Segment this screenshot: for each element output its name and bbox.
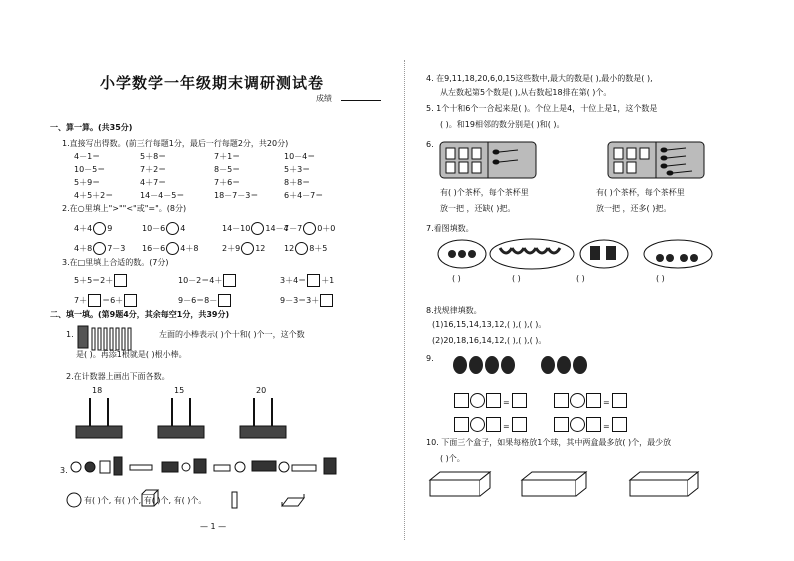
q3-answer-box[interactable]: [114, 274, 127, 287]
q1-equation: 8＋8＝: [284, 178, 311, 187]
q1-equation: 14－4－5＝: [140, 191, 185, 200]
q4-line2: 从左数起第5个数是( ),从右数起18排在第( )个。: [440, 88, 612, 97]
q7-prompt: 7.看图填数。: [426, 224, 474, 233]
q10-boxes-picture: [426, 468, 726, 500]
abacus[interactable]: [240, 398, 286, 440]
q2-right-expr: 7－3: [107, 244, 126, 253]
q9-equation: [554, 390, 627, 409]
score-label: 成绩: [316, 94, 332, 103]
q6-left-line2: 放一把 ，还缺( )把。: [440, 204, 516, 213]
q3-label: 3.: [60, 466, 68, 475]
q2-compare-item: [222, 222, 289, 235]
section1-heading: 一、算一算。(共35分): [50, 123, 133, 132]
q2-left-expr: 4＋4: [74, 224, 93, 233]
q3-answer-box[interactable]: [124, 294, 137, 307]
q2-right-expr: 8＋5: [309, 244, 328, 253]
cups-spoons-picture-left: [440, 142, 536, 178]
q3-answer-box[interactable]: [320, 294, 333, 307]
abacus-number: 20: [256, 386, 267, 395]
q3-fill-item: [280, 294, 334, 307]
q7-answer-blank[interactable]: ( ): [452, 274, 461, 283]
q3-answer-box[interactable]: [307, 274, 320, 287]
q2-prompt: 2.在○里填上">""<"或"="。(8分): [62, 204, 187, 213]
q6-left-line1: 有( )个茶杯，每个茶杯里: [440, 188, 529, 197]
q3-fill-item: [74, 274, 128, 287]
q8-line2: (2)20,18,16,14,12,( ),( ),( )。: [432, 336, 547, 345]
q2-right-expr: 4: [180, 224, 186, 233]
q1-equation: 7＋2＝: [140, 165, 167, 174]
q2-answer-circle[interactable]: [251, 222, 264, 235]
q2-compare-item: [142, 242, 198, 255]
q9-number-box[interactable]: [554, 417, 569, 432]
abacus-number: 18: [92, 386, 103, 395]
page-title: 小学数学一年级期末调研测试卷: [100, 74, 325, 92]
q7-answer-blank[interactable]: ( ): [656, 274, 665, 283]
q9-equals: =: [503, 422, 510, 431]
q7-groups-picture: [438, 238, 718, 270]
q9-result-box[interactable]: [612, 417, 627, 432]
q9-number-box[interactable]: [486, 417, 501, 432]
q1-equation: 5＋3＝: [284, 165, 311, 174]
q9-equals: =: [603, 398, 610, 407]
q10-line2: ( )个。: [440, 454, 465, 463]
q2-left-expr: 2＋9: [222, 244, 241, 253]
q1-equation: 7＋1＝: [214, 152, 241, 161]
q3-expr-before: 10－2＝4＋: [178, 276, 223, 285]
q2-right-expr: 14－4: [265, 224, 289, 233]
q2-left-expr: 12: [284, 244, 295, 253]
q3-expr-before: 9－3＝3＋: [280, 296, 320, 305]
q2-answer-circle[interactable]: [93, 222, 106, 235]
q2-right-expr: 0＋0: [317, 224, 336, 233]
q9-equation: [554, 414, 627, 433]
q9-operator-circle[interactable]: [570, 393, 585, 408]
q9-equals: =: [503, 398, 510, 407]
q9-number-box[interactable]: [586, 393, 601, 408]
q2-right-expr: 12: [255, 244, 266, 253]
q2-compare-item: [284, 242, 327, 255]
q3-fill-item: [280, 274, 334, 287]
q1-equation: 7＋6＝: [214, 178, 241, 187]
q1-equation: 18－7－3＝: [214, 191, 259, 200]
q3-expr-before: 7＋: [74, 296, 88, 305]
q2-right-expr: 4＋8: [180, 244, 199, 253]
q2-compare-item: [222, 242, 265, 255]
q3-fill-item: [178, 274, 237, 287]
page-number: — 1 —: [200, 522, 227, 531]
abacus[interactable]: [76, 398, 122, 440]
q10-line1: 10. 下面三个盒子，如果每格放1个球，其中两盒最多放( )个，最少放: [426, 438, 672, 447]
solids-row: [70, 455, 370, 477]
q9-result-box[interactable]: [512, 393, 527, 408]
q2-answer-circle[interactable]: [166, 242, 179, 255]
q1-equation: 8－5＝: [214, 165, 241, 174]
q9-number-box[interactable]: [454, 417, 469, 432]
q9-number-box[interactable]: [454, 393, 469, 408]
q1-equation: 5＋8＝: [140, 152, 167, 161]
q2-left-expr: 7－7: [284, 224, 303, 233]
q2-right-expr: 9: [107, 224, 113, 233]
q1-label: 1.: [66, 330, 74, 339]
q2-left-expr: 4＋8: [74, 244, 93, 253]
q6-right-line2: 放一把 ，还多( )把。: [596, 204, 672, 213]
q3-fill-item: [178, 294, 232, 307]
q2-prompt-abacus: 2.在计数器上画出下面各数。: [66, 372, 170, 381]
q1-equation: 4＋5＋2＝: [74, 191, 114, 200]
q9-number-box[interactable]: [554, 393, 569, 408]
q3-expr-before: 9－6＝8－: [178, 296, 218, 305]
q9-operator-circle[interactable]: [570, 417, 585, 432]
q2-left-expr: 14－10: [222, 224, 251, 233]
q6-label: 6.: [426, 140, 434, 149]
q1-line1: 左面的小棒表示( )个十和( )个一，这个数: [159, 330, 305, 339]
q1-equation: 5＋9＝: [74, 178, 101, 187]
q2-answer-circle[interactable]: [303, 222, 316, 235]
q1-line2: 是( )。再添1根就是( )根小棒。: [76, 350, 187, 359]
q3-fill-item: [74, 294, 138, 307]
q1-prompt: 1.直接写出得数。(前三行每题1分，最后一行每题2分，共20分): [62, 139, 289, 148]
q7-answer-blank[interactable]: ( ): [576, 274, 585, 283]
q3-prompt: 3.在□里填上合适的数。(7分): [62, 258, 169, 267]
q9-result-box[interactable]: [512, 417, 527, 432]
page-divider: [404, 60, 405, 540]
q2-left-expr: 16－6: [142, 244, 166, 253]
q1-equation: 10－4＝: [284, 152, 316, 161]
q2-compare-item: [284, 222, 335, 235]
q2-answer-circle[interactable]: [166, 222, 179, 235]
q2-answer-circle[interactable]: [93, 242, 106, 255]
q7-answer-blank[interactable]: ( ): [512, 274, 521, 283]
q3-answer-box[interactable]: [218, 294, 231, 307]
q9-number-box[interactable]: [486, 393, 501, 408]
q9-peppers-picture: [452, 352, 612, 376]
q1-equation: 10－5＝: [74, 165, 106, 174]
q8-prompt: 8.找规律填数。: [426, 306, 482, 315]
q3-expr-before: 5＋5＝2＋: [74, 276, 114, 285]
q9-equals: =: [603, 422, 610, 431]
q2-compare-item: [74, 222, 112, 235]
q9-operator-circle[interactable]: [470, 393, 485, 408]
abacus[interactable]: [158, 398, 204, 440]
q9-label: 9.: [426, 354, 434, 363]
q2-compare-item: [74, 242, 125, 255]
q1-equation: 6＋4－7＝: [284, 191, 324, 200]
q5-line1: 5. 1个十和6个一合起来是( )。个位上是4，十位上是1，这个数是: [426, 104, 658, 113]
q9-operator-circle[interactable]: [470, 417, 485, 432]
q2-answer-circle[interactable]: [295, 242, 308, 255]
q9-number-box[interactable]: [586, 417, 601, 432]
q5-line2: ( )。和19相邻的数分别是( )和( )。: [440, 120, 565, 129]
q9-equation: [454, 390, 527, 409]
q1-equation: 4－1＝: [74, 152, 101, 161]
q2-answer-circle[interactable]: [241, 242, 254, 255]
cups-spoons-picture-right: [608, 142, 704, 178]
abacus-number: 15: [174, 386, 185, 395]
q1-equation: 4＋7＝: [140, 178, 167, 187]
q9-equation: [454, 414, 527, 433]
section2-heading: 二、填一填。(第9题4分，其余每空1分，共39分): [50, 310, 230, 319]
score-field[interactable]: [316, 94, 381, 104]
q3-expr-after: ＋1: [321, 276, 335, 285]
q4-line1: 4. 在9,11,18,20,6,0,15这些数中,最大的数是( ),最小的数是( ),: [426, 74, 653, 83]
q2-compare-item: [142, 222, 185, 235]
q8-line1: (1)16,15,14,13,12,( ),( ),( )。: [432, 320, 547, 329]
q9-result-box[interactable]: [612, 393, 627, 408]
q3-expr-before: 3＋4＝: [280, 276, 307, 285]
q3-answer-box[interactable]: [223, 274, 236, 287]
q3-answer-box[interactable]: [88, 294, 101, 307]
q2-left-expr: 10－6: [142, 224, 166, 233]
q3-expr-after: ＝6＋: [102, 296, 124, 305]
q6-right-line1: 有( )个茶杯，每个茶杯里: [596, 188, 685, 197]
q3-counts-line: 有( )个, 有( )个, 有( )个, 有( )个。: [84, 496, 207, 505]
